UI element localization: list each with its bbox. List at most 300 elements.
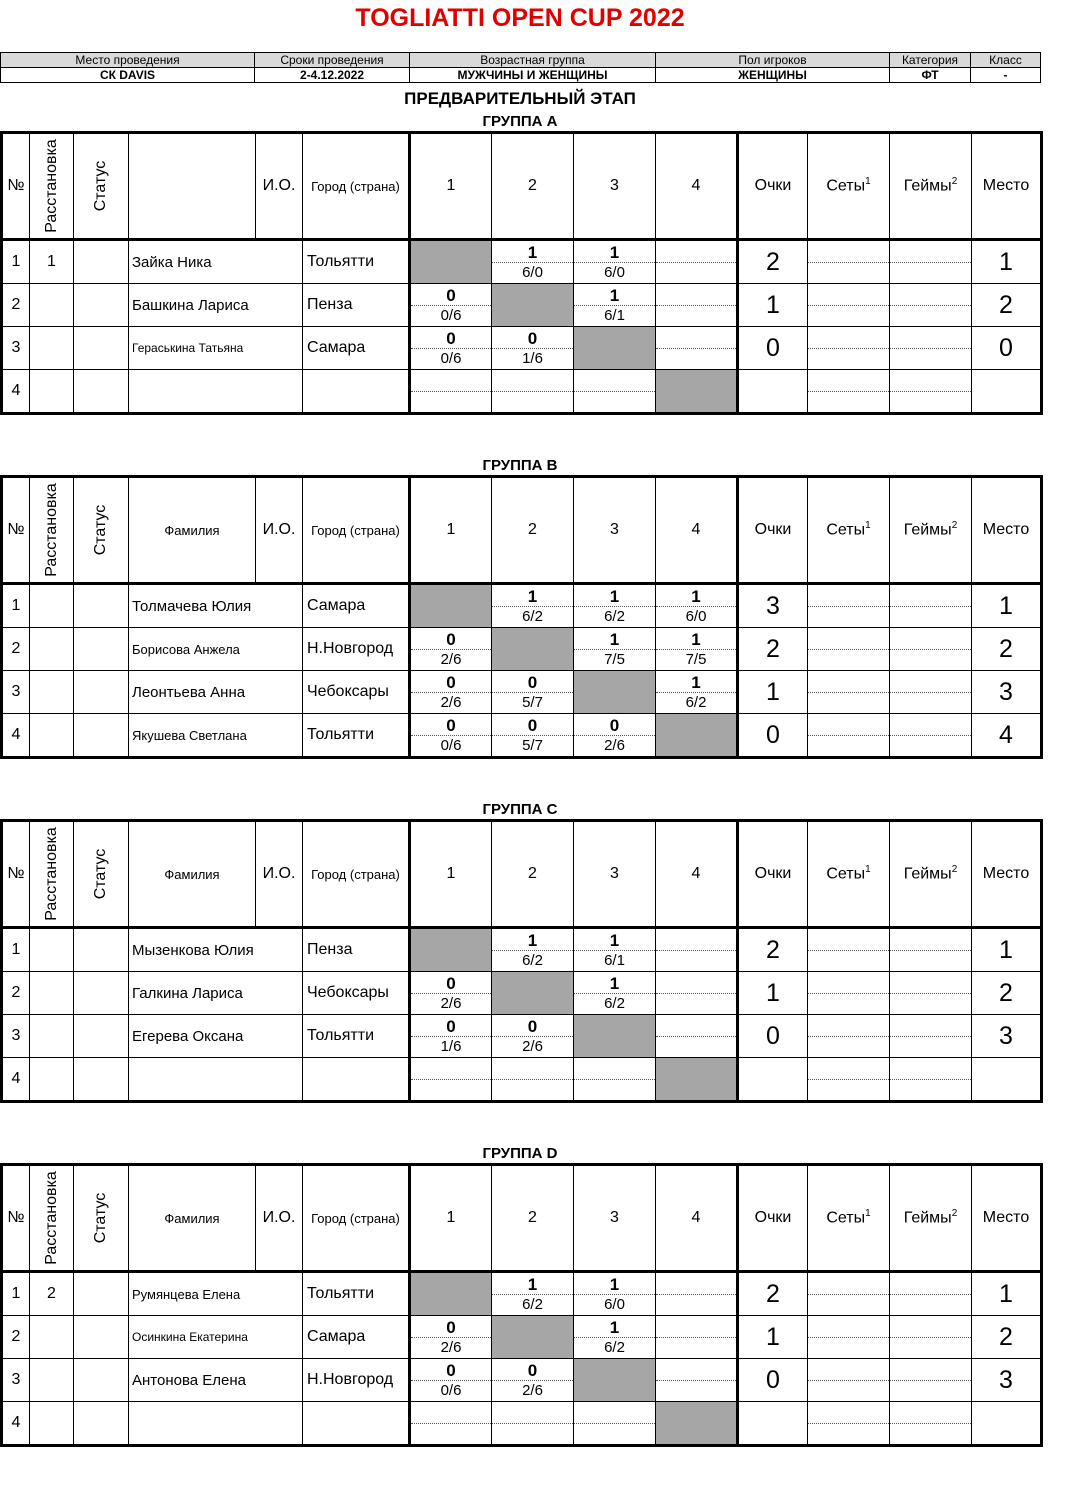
- match-result-cell: [574, 1058, 656, 1102]
- cell-divider: [890, 1423, 971, 1424]
- player-name: Зайка Ника: [129, 240, 303, 284]
- match-score: 6/2: [522, 608, 543, 625]
- dates-label: Сроки проведения: [255, 53, 410, 68]
- games-value: [890, 584, 972, 628]
- match-result-cell: [574, 370, 656, 414]
- cell-divider: [411, 1079, 491, 1080]
- row-seed: [30, 370, 74, 414]
- match-result-cell: [656, 1316, 738, 1359]
- row-status: [74, 928, 129, 972]
- header-sets: [808, 133, 890, 240]
- row-seed: [30, 1402, 74, 1446]
- place-value: 2: [972, 972, 1042, 1015]
- games-value: [890, 1058, 972, 1102]
- match-score: 6/1: [604, 952, 625, 969]
- header-opponent-2: 2: [492, 1165, 574, 1272]
- class-label: Класс: [971, 53, 1041, 68]
- row-status: [74, 1015, 129, 1058]
- row-seed: [30, 1015, 74, 1058]
- player-city: Самара: [303, 584, 410, 628]
- table-row: [2, 628, 1042, 671]
- self-match-cell: [656, 714, 738, 758]
- match-win-value: 1: [609, 1275, 620, 1294]
- cell-divider: [492, 1079, 573, 1080]
- header-opponent-3: 3: [574, 1165, 656, 1272]
- header-games-label: Геймы: [903, 177, 952, 195]
- row-number: 2: [2, 972, 30, 1015]
- match-result-cell: [492, 370, 574, 414]
- match-result-cell: [410, 671, 492, 714]
- category-label: Категория: [890, 53, 971, 68]
- header-status: [74, 1165, 129, 1272]
- match-score: 0/6: [440, 1382, 462, 1399]
- match-result-cell: [492, 1359, 574, 1402]
- games-value: [890, 370, 972, 414]
- match-result-cell: [574, 284, 656, 327]
- table-row: [2, 928, 1042, 972]
- match-result-cell: [574, 1272, 656, 1316]
- cell-divider: [890, 1294, 971, 1295]
- match-result-cell: [492, 1015, 574, 1058]
- cell-divider: [411, 1423, 491, 1424]
- player-city: [303, 370, 410, 414]
- games-value: [890, 1316, 972, 1359]
- player-city: Чебоксары: [303, 972, 410, 1015]
- row-number: 2: [2, 284, 30, 327]
- row-number: 4: [2, 1402, 30, 1446]
- self-match-cell: [492, 1316, 574, 1359]
- header-opponent-2: 2: [492, 133, 574, 240]
- sets-value: [808, 928, 890, 972]
- match-result-cell: [410, 628, 492, 671]
- header-sets: [808, 477, 890, 584]
- points-value: 1: [738, 284, 808, 327]
- match-result-cell: [492, 1058, 574, 1102]
- player-city: Тольятти: [303, 714, 410, 758]
- match-result-cell: [410, 1402, 492, 1446]
- group-d-title: ГРУППА D: [482, 1145, 558, 1162]
- sets-value: [808, 1015, 890, 1058]
- row-status: [74, 327, 129, 370]
- place-value: 3: [972, 1359, 1042, 1402]
- header-city: Город (страна): [303, 133, 410, 240]
- player-name: Якушева Светлана: [129, 714, 303, 758]
- self-match-cell: [656, 1402, 738, 1446]
- cell-divider: [656, 1337, 736, 1338]
- sets-value: [808, 671, 890, 714]
- cell-divider: [656, 348, 736, 349]
- cell-divider: [808, 993, 889, 994]
- header-sets-label: Сеты: [826, 521, 866, 539]
- header-no: №: [2, 477, 30, 584]
- group-b-table: [0, 475, 1043, 759]
- cell-divider: [656, 950, 736, 951]
- header-opponent-1: 1: [410, 821, 492, 928]
- match-result-cell: [410, 1359, 492, 1402]
- self-match-cell: [410, 928, 492, 972]
- match-score: 6/0: [604, 264, 625, 281]
- row-number: 2: [2, 1316, 30, 1359]
- player-city: Пенза: [303, 928, 410, 972]
- table-row: [2, 1272, 1042, 1316]
- match-result-cell: [574, 584, 656, 628]
- row-seed: [30, 714, 74, 758]
- row-status: [74, 714, 129, 758]
- points-value: 2: [738, 1272, 808, 1316]
- table-row: [2, 1058, 1042, 1102]
- match-score: 2/6: [604, 737, 625, 754]
- match-win-value: 0: [527, 1017, 538, 1036]
- place-value: 1: [972, 240, 1042, 284]
- match-score: 2/6: [440, 1339, 462, 1356]
- header-status: [74, 133, 129, 240]
- header-surname: Фамилия: [129, 821, 256, 928]
- points-value: 3: [738, 584, 808, 628]
- header-games-label: Геймы: [903, 521, 952, 539]
- cell-divider: [890, 950, 971, 951]
- header-no: №: [2, 821, 30, 928]
- row-number: 4: [2, 370, 30, 414]
- points-value: 1: [738, 671, 808, 714]
- player-name: Леонтьева Анна: [129, 671, 303, 714]
- header-opponent-2: 2: [492, 821, 574, 928]
- self-match-cell: [410, 240, 492, 284]
- header-city: Город (страна): [303, 821, 410, 928]
- place-value: [972, 370, 1042, 414]
- table-row: [2, 714, 1042, 758]
- cell-divider: [890, 262, 971, 263]
- match-result-cell: [410, 370, 492, 414]
- header-points: Очки: [738, 477, 808, 584]
- cell-divider: [574, 391, 655, 392]
- place-value: [972, 1402, 1042, 1446]
- row-status: [74, 1402, 129, 1446]
- match-result-cell: [574, 628, 656, 671]
- row-number: 3: [2, 1359, 30, 1402]
- header-city: Город (страна): [303, 1165, 410, 1272]
- player-city: [303, 1058, 410, 1102]
- player-name: Гераськина Татьяна: [129, 327, 303, 370]
- match-score: 7/5: [685, 651, 707, 668]
- place-value: 2: [972, 1316, 1042, 1359]
- player-city: Тольятти: [303, 1272, 410, 1316]
- cell-divider: [411, 391, 491, 392]
- cell-divider: [656, 1294, 736, 1295]
- table-row: [2, 327, 1042, 370]
- match-score: 6/2: [604, 995, 625, 1012]
- cell-divider: [890, 649, 971, 650]
- header-initials: И.О.: [256, 821, 303, 928]
- match-win-value: 0: [527, 329, 538, 348]
- cell-divider: [808, 1036, 889, 1037]
- player-name: Мызенкова Юлия: [129, 928, 303, 972]
- header-sets-note: 1: [865, 1208, 871, 1220]
- category-value: ФТ: [890, 68, 971, 83]
- match-win-value: 1: [527, 587, 538, 606]
- header-sets-note: 1: [865, 176, 871, 188]
- sets-value: [808, 370, 890, 414]
- row-status: [74, 1359, 129, 1402]
- match-result-cell: [410, 1015, 492, 1058]
- games-value: [890, 1272, 972, 1316]
- header-games: [890, 133, 972, 240]
- games-value: [890, 628, 972, 671]
- table-row: [2, 1359, 1042, 1402]
- match-win-value: 0: [527, 1361, 538, 1380]
- match-result-cell: [574, 240, 656, 284]
- header-games-note: 2: [951, 864, 958, 876]
- header-games: [890, 477, 972, 584]
- player-name: [129, 1402, 303, 1446]
- row-seed: 2: [30, 1272, 74, 1316]
- points-value: [738, 1402, 808, 1446]
- cell-divider: [890, 1337, 971, 1338]
- cell-divider: [808, 606, 889, 607]
- table-row: [2, 972, 1042, 1015]
- cell-divider: [808, 950, 889, 951]
- sets-value: [808, 972, 890, 1015]
- cell-divider: [808, 735, 889, 736]
- table-row: [2, 240, 1042, 284]
- cell-divider: [808, 305, 889, 306]
- header-status: [74, 477, 129, 584]
- group-c-title: ГРУППА C: [482, 801, 558, 818]
- header-seed-label: Расстановка: [42, 483, 60, 577]
- row-status: [74, 284, 129, 327]
- sets-value: [808, 584, 890, 628]
- match-score: 6/2: [522, 1296, 543, 1313]
- player-city: Н.Новгород: [303, 1359, 410, 1402]
- player-city: Чебоксары: [303, 671, 410, 714]
- match-score: 6/2: [604, 1339, 625, 1356]
- header-status-label: Статус: [92, 504, 109, 556]
- cell-divider: [492, 391, 573, 392]
- header-initials: И.О.: [256, 477, 303, 584]
- header-seed: [30, 821, 74, 928]
- header-opponent-3: 3: [574, 477, 656, 584]
- row-seed: [30, 584, 74, 628]
- cell-divider: [890, 305, 971, 306]
- match-win-value: 1: [527, 1275, 538, 1294]
- place-value: 2: [972, 628, 1042, 671]
- match-score: 5/7: [522, 694, 543, 711]
- header-opponent-3: 3: [574, 133, 656, 240]
- match-win-value: 1: [527, 243, 538, 262]
- header-games-note: 2: [951, 1208, 958, 1220]
- games-value: [890, 327, 972, 370]
- venue-value: СК DAVIS: [1, 68, 255, 83]
- match-win-value: 1: [527, 931, 538, 950]
- match-score: 6/2: [522, 952, 543, 969]
- games-value: [890, 1402, 972, 1446]
- header-opponent-1: 1: [410, 1165, 492, 1272]
- row-number: 1: [2, 1272, 30, 1316]
- cell-divider: [890, 606, 971, 607]
- row-seed: [30, 1359, 74, 1402]
- match-score: 2/6: [522, 1382, 543, 1399]
- match-score: 0/6: [440, 737, 462, 754]
- cell-divider: [890, 1380, 971, 1381]
- match-result-cell: [656, 671, 738, 714]
- self-match-cell: [574, 1359, 656, 1402]
- games-value: [890, 284, 972, 327]
- player-name: Антонова Елена: [129, 1359, 303, 1402]
- row-number: 4: [2, 714, 30, 758]
- match-result-cell: [410, 1316, 492, 1359]
- table-row: [2, 671, 1042, 714]
- match-win-value: 0: [609, 716, 620, 735]
- player-name: Борисова Анжела: [129, 628, 303, 671]
- match-win-value: 1: [691, 630, 701, 649]
- header-sets-note: 1: [865, 520, 871, 532]
- self-match-cell: [492, 284, 574, 327]
- games-value: [890, 972, 972, 1015]
- stage-title: ПРЕДВАРИТЕЛЬНЫЙ ЭТАП: [404, 89, 636, 108]
- self-match-cell: [492, 628, 574, 671]
- group-a-title: ГРУППА А: [482, 113, 558, 130]
- points-value: 0: [738, 1359, 808, 1402]
- match-result-cell: [656, 628, 738, 671]
- match-score: 1/6: [522, 350, 543, 367]
- cell-divider: [574, 1079, 655, 1080]
- points-value: 0: [738, 327, 808, 370]
- header-games: [890, 1165, 972, 1272]
- points-value: 1: [738, 1316, 808, 1359]
- table-row: [2, 584, 1042, 628]
- match-win-value: 0: [446, 673, 456, 692]
- match-win-value: 0: [527, 716, 538, 735]
- row-seed: [30, 1058, 74, 1102]
- venue-label: Место проведения: [1, 53, 255, 68]
- group-b-title: ГРУППА B: [482, 457, 558, 474]
- match-win-value: 0: [446, 329, 456, 348]
- row-number: 3: [2, 327, 30, 370]
- cell-divider: [890, 993, 971, 994]
- header-points: Очки: [738, 133, 808, 240]
- player-name: Толмачева Юлия: [129, 584, 303, 628]
- header-opponent-1: 1: [410, 477, 492, 584]
- match-score: 6/2: [685, 694, 707, 711]
- self-match-cell: [656, 370, 738, 414]
- player-city: [303, 1402, 410, 1446]
- self-match-cell: [410, 1272, 492, 1316]
- place-value: 1: [972, 1272, 1042, 1316]
- match-result-cell: [410, 327, 492, 370]
- row-seed: [30, 972, 74, 1015]
- match-result-cell: [574, 714, 656, 758]
- cell-divider: [492, 1423, 573, 1424]
- header-points: Очки: [738, 821, 808, 928]
- row-number: 4: [2, 1058, 30, 1102]
- points-value: [738, 370, 808, 414]
- header-seed: [30, 1165, 74, 1272]
- cell-divider: [808, 1337, 889, 1338]
- match-result-cell: [410, 972, 492, 1015]
- match-result-cell: [492, 1272, 574, 1316]
- cell-divider: [890, 735, 971, 736]
- row-status: [74, 628, 129, 671]
- cell-divider: [808, 1079, 889, 1080]
- header-seed-label: Расстановка: [42, 1171, 60, 1265]
- age-group-label: Возрастная группа: [410, 53, 656, 68]
- gender-label: Пол игроков: [656, 53, 890, 68]
- table-row: [2, 370, 1042, 414]
- header-sets-note: 1: [865, 864, 871, 876]
- player-name: Егерева Оксана: [129, 1015, 303, 1058]
- points-value: 0: [738, 1015, 808, 1058]
- match-result-cell: [656, 284, 738, 327]
- games-value: [890, 1015, 972, 1058]
- match-win-value: 0: [446, 716, 456, 735]
- sets-value: [808, 1359, 890, 1402]
- header-opponent-3: 3: [574, 821, 656, 928]
- match-win-value: 1: [609, 1318, 620, 1337]
- match-result-cell: [574, 1316, 656, 1359]
- player-city: Самара: [303, 1316, 410, 1359]
- player-name: Румянцева Елена: [129, 1272, 303, 1316]
- header-games-note: 2: [951, 176, 958, 188]
- self-match-cell: [410, 584, 492, 628]
- player-city: Н.Новгород: [303, 628, 410, 671]
- match-result-cell: [574, 972, 656, 1015]
- match-win-value: 1: [609, 286, 620, 305]
- header-place: Место: [972, 821, 1042, 928]
- header-initials: И.О.: [256, 133, 303, 240]
- header-surname: [129, 133, 256, 240]
- row-number: 1: [2, 584, 30, 628]
- header-place: Место: [972, 477, 1042, 584]
- cell-divider: [656, 1380, 736, 1381]
- table-row: [2, 1316, 1042, 1359]
- match-result-cell: [656, 972, 738, 1015]
- match-result-cell: [492, 327, 574, 370]
- match-result-cell: [492, 1402, 574, 1446]
- player-name: Галкина Лариса: [129, 972, 303, 1015]
- row-seed: [30, 327, 74, 370]
- age-group-value: МУЖЧИНЫ И ЖЕНЩИНЫ: [410, 68, 656, 83]
- header-status: [74, 821, 129, 928]
- cell-divider: [808, 391, 889, 392]
- table-row: [2, 284, 1042, 327]
- cell-divider: [656, 993, 736, 994]
- match-win-value: 0: [527, 673, 538, 692]
- place-value: 3: [972, 671, 1042, 714]
- row-status: [74, 1272, 129, 1316]
- header-games-note: 2: [951, 520, 958, 532]
- row-seed: [30, 284, 74, 327]
- match-win-value: 0: [446, 974, 456, 993]
- place-value: 2: [972, 284, 1042, 327]
- match-score: 6/0: [522, 264, 543, 281]
- self-match-cell: [574, 327, 656, 370]
- match-result-cell: [656, 1015, 738, 1058]
- games-value: [890, 1359, 972, 1402]
- match-win-value: 1: [609, 243, 620, 262]
- cell-divider: [890, 391, 971, 392]
- match-result-cell: [492, 671, 574, 714]
- sets-value: [808, 284, 890, 327]
- place-value: 4: [972, 714, 1042, 758]
- sets-value: [808, 1316, 890, 1359]
- header-status-label: Статус: [92, 160, 109, 212]
- row-seed: [30, 671, 74, 714]
- row-number: 3: [2, 1015, 30, 1058]
- sets-value: [808, 327, 890, 370]
- match-result-cell: [492, 584, 574, 628]
- event-info-table: [0, 52, 1041, 83]
- cell-divider: [808, 692, 889, 693]
- group-d-table: [0, 1163, 1043, 1447]
